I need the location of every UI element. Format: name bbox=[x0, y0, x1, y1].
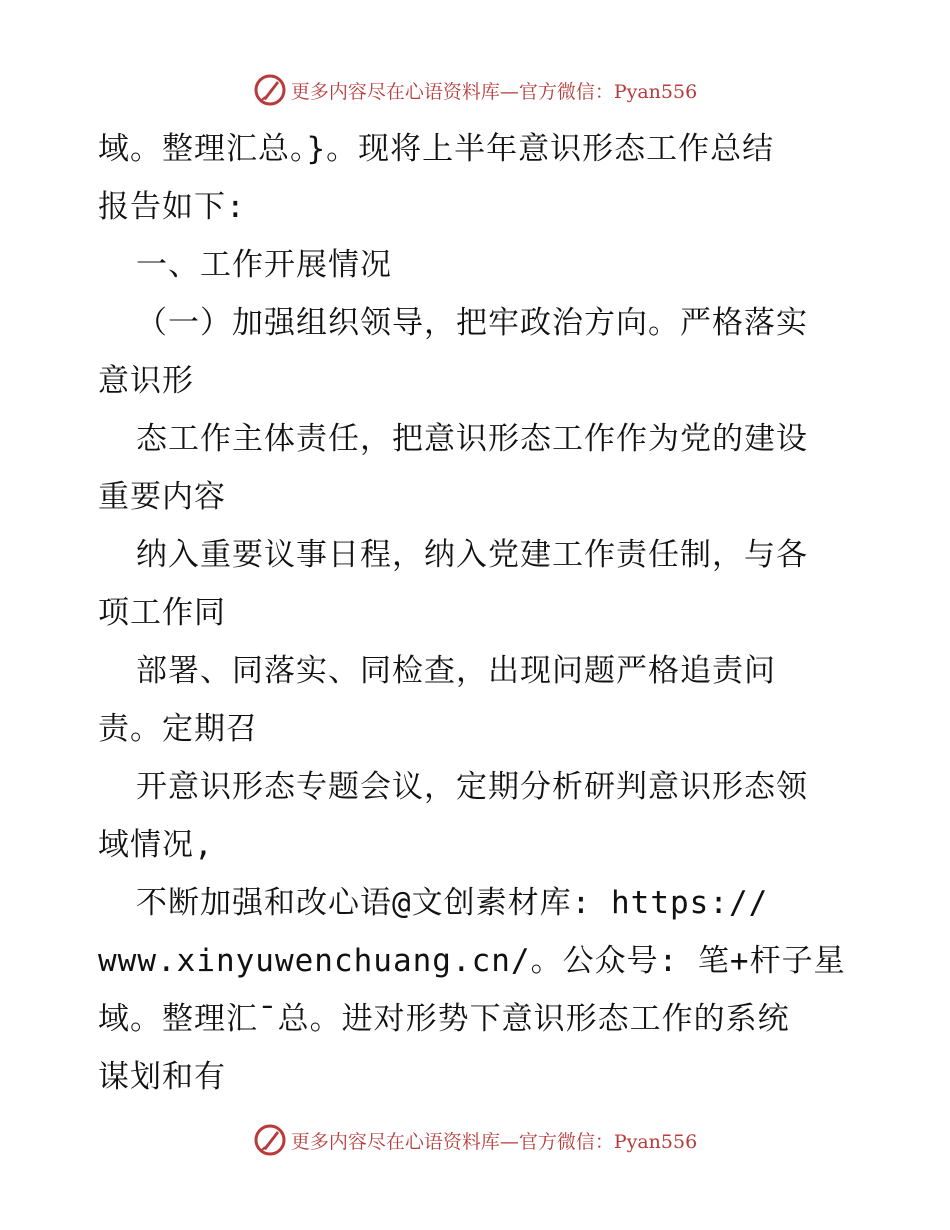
text-line: 谋划和有 bbox=[98, 1059, 226, 1095]
text-line: 纳入重要议事日程，纳入党建工作责任制，与各 bbox=[136, 537, 808, 573]
text-line: 域。整理汇总。}。现将上半年意识形态工作总结 bbox=[98, 131, 775, 167]
text-line: 域情况, bbox=[98, 827, 214, 863]
banner-text: 更多内容尽在心语资料库—官方微信：Pyan556 bbox=[290, 1130, 698, 1153]
banner-text: 更多内容尽在心语资料库—官方微信：Pyan556 bbox=[290, 80, 698, 103]
text-line: www.xinyuwenchuang.cn/。公众号: 笔+杆子星 bbox=[98, 943, 846, 979]
text-line: 开意识形态专题会议，定期分析研判意识形态领 bbox=[136, 769, 808, 805]
header-banner bbox=[0, 70, 950, 110]
text-line: 态工作主体责任，把意识形态工作作为党的建设 bbox=[136, 421, 808, 457]
text-line: 意识形 bbox=[98, 363, 194, 399]
quill-logo-icon bbox=[253, 73, 287, 107]
text-line: 责。定期召 bbox=[98, 711, 258, 747]
document-body bbox=[98, 120, 858, 1106]
text-line: 部署、同落实、同检查，出现问题严格追责问 bbox=[136, 653, 776, 689]
text-line: 重要内容 bbox=[98, 479, 226, 515]
text-line: 报告如下: bbox=[98, 189, 246, 225]
text-line: 域。整理汇¯总。进对形势下意识形态工作的系统 bbox=[98, 1001, 790, 1037]
text-line: 不断加强和改心语@文创素材库: https:// bbox=[136, 885, 769, 921]
footer-banner bbox=[0, 1120, 950, 1160]
quill-logo-icon bbox=[253, 1123, 287, 1157]
section-heading: 一、工作开展情况 bbox=[136, 247, 392, 283]
text-line: 项工作同 bbox=[98, 595, 226, 631]
text-line: （一）加强组织领导，把牢政治方向。严格落实 bbox=[136, 305, 808, 341]
